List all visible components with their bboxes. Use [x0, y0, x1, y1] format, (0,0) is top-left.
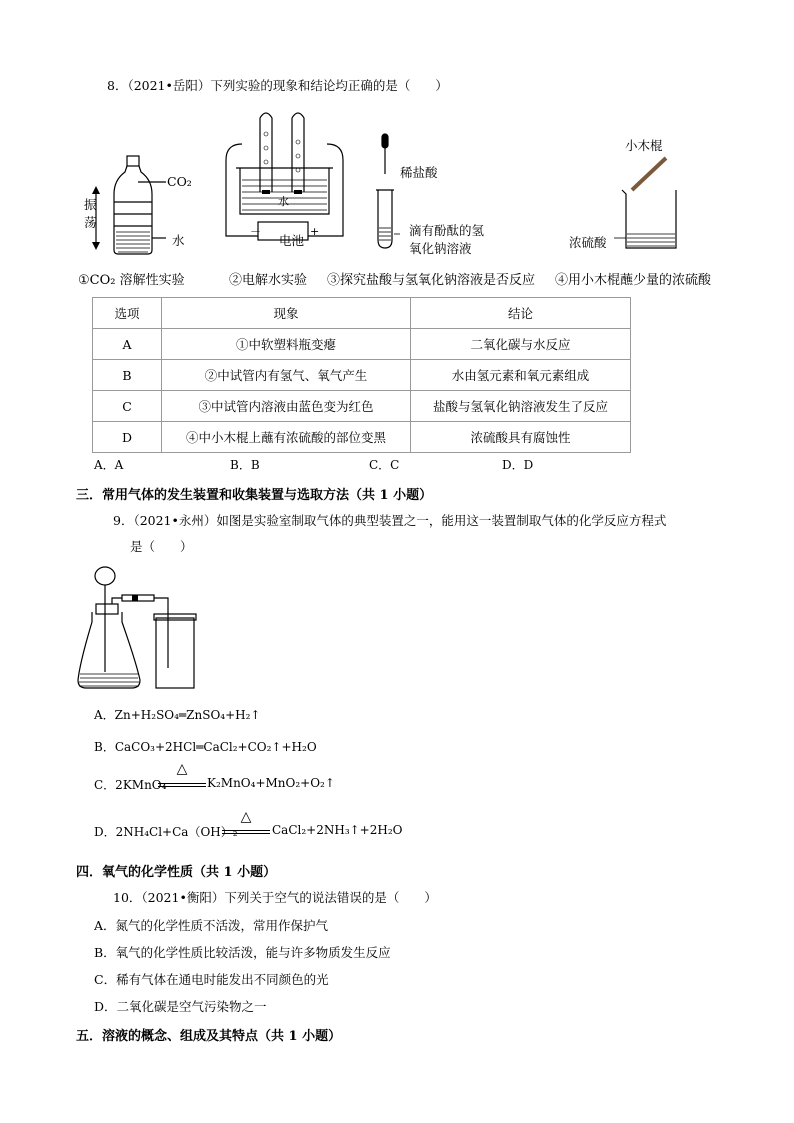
- stick-label: 小木棍: [625, 138, 663, 153]
- water2-label: 水: [278, 195, 289, 208]
- table-cell: 浓硫酸具有腐蚀性: [411, 422, 631, 453]
- gas-apparatus-figure: [76, 564, 204, 694]
- table-cell: B: [93, 360, 162, 391]
- heat-symbol-c: △: [176, 761, 188, 777]
- table-cell: ①中软塑料瓶变瘪: [162, 329, 411, 360]
- q9-option-d[interactable]: [94, 823, 238, 840]
- svg-text:+: +: [310, 225, 320, 238]
- table-cell: 水由氢元素和氧元素组成: [411, 360, 631, 391]
- table-cell: ④中小木棍上蘸有浓硫酸的部位变黑: [162, 422, 411, 453]
- beaker-figure: [610, 150, 690, 256]
- naoh-label-2: 氧化钠溶液: [409, 241, 472, 256]
- q10-option-d[interactable]: D．二氧化碳是空气污染物之一: [94, 999, 267, 1014]
- q8-option-a[interactable]: A．A: [94, 458, 124, 472]
- q8-option-c[interactable]: C．C: [369, 458, 400, 472]
- q10-option-b[interactable]: B．氧气的化学性质比较活泼，能与许多物质发生反应: [94, 945, 391, 960]
- equals-line-d: [222, 830, 270, 831]
- equals-line-c: [158, 783, 206, 784]
- q9-option-d-reactants: D．2NH₄Cl+Ca（OH）₂: [94, 825, 238, 839]
- q9-option-d-products: CaCl₂+2NH₃↑+2H₂O: [272, 823, 403, 837]
- q9-option-c-reactants: C．2KMnO₄: [94, 778, 167, 792]
- table-row: [93, 391, 631, 422]
- q8-option-d[interactable]: D．D: [502, 458, 534, 472]
- q9-option-b[interactable]: B．CaCO₃+2HCl═CaCl₂+CO₂↑+H₂O: [94, 740, 317, 754]
- naoh-label-1: 滴有酚酞的氢: [409, 223, 485, 238]
- q9-option-c[interactable]: [94, 776, 166, 793]
- battery-label: 电池: [279, 233, 305, 248]
- q9-stem-line1: 9．（2021•永州）如图是实验室制取气体的典型装置之一，能用这一装置制取气体的化学反应方程式: [113, 513, 667, 528]
- svg-text:－: －: [250, 225, 261, 238]
- equals-line-d: [222, 833, 270, 834]
- dilute-hcl-label: 稀盐酸: [400, 165, 438, 180]
- section-5-heading: 五．溶液的概念、组成及其特点（共 1 小题）: [76, 1029, 342, 1044]
- water-label: 水: [172, 233, 185, 248]
- table-row: [93, 360, 631, 391]
- conc-acid-label: 浓硫酸: [569, 235, 607, 250]
- caption-1: ①CO₂ 溶解性实验: [78, 273, 185, 288]
- q10-option-a[interactable]: A．氮气的化学性质不活泼，常用作保护气: [94, 918, 329, 933]
- table-cell: A: [93, 329, 162, 360]
- table-cell: ③中试管内溶液由蓝色变为红色: [162, 391, 411, 422]
- q8-option-b[interactable]: B．B: [230, 458, 260, 472]
- test-tube-figure: [370, 130, 400, 254]
- caption-3: ③探究盐酸与氢氧化钠溶液是否反应: [327, 273, 536, 288]
- co2-label: CO₂: [167, 174, 192, 189]
- q8-stem: 8．（2021•岳阳）下列实验的现象和结论均正确的是（ ）: [107, 78, 448, 93]
- q10-stem: 10．（2021•衡阳）下列关于空气的说法错误的是（ ）: [113, 890, 437, 905]
- shake-label: 振荡: [84, 197, 97, 230]
- table-header: 选项: [93, 298, 162, 329]
- section-4-heading: 四．氧气的化学性质（共 1 小题）: [76, 865, 277, 880]
- table-cell: 二氧化碳与水反应: [411, 329, 631, 360]
- heat-symbol-d: △: [240, 809, 252, 825]
- caption-4: ④用小木棍蘸少量的浓硫酸: [555, 273, 712, 288]
- q8-table: [92, 297, 631, 453]
- equals-line-c: [158, 786, 206, 787]
- caption-2: ②电解水实验: [229, 273, 308, 288]
- q9-stem-line2: 是（ ）: [130, 539, 193, 554]
- table-header-row: [93, 298, 631, 329]
- table-header: 结论: [411, 298, 631, 329]
- table-row: [93, 329, 631, 360]
- table-cell: ②中试管内有氢气、氧气产生: [162, 360, 411, 391]
- table-cell: C: [93, 391, 162, 422]
- q10-option-c[interactable]: C．稀有气体在通电时能发出不同颜色的光: [94, 972, 329, 987]
- section-3-heading: 三．常用气体的发生装置和收集装置与选取方法（共 1 小题）: [76, 488, 433, 503]
- q9-option-c-products: K₂MnO₄+MnO₂+O₂↑: [207, 776, 335, 790]
- table-cell: 盐酸与氢氧化钠溶液发生了反应: [411, 391, 631, 422]
- q9-option-a[interactable]: A．Zn+H₂SO₄═ZnSO₄+H₂↑: [94, 708, 261, 722]
- table-header: 现象: [162, 298, 411, 329]
- table-row: [93, 422, 631, 453]
- table-cell: D: [93, 422, 162, 453]
